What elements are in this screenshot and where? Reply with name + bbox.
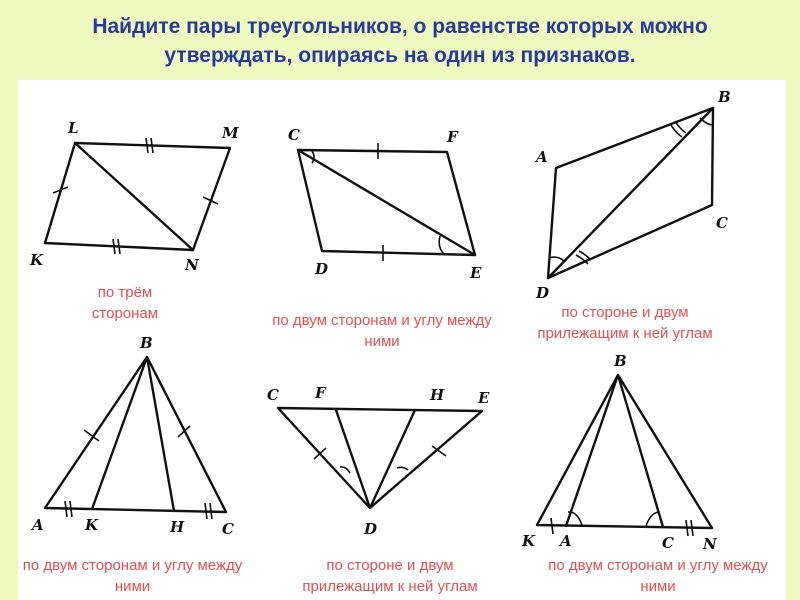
f1-point-label: M xyxy=(222,124,239,142)
figure-4 xyxy=(30,334,234,538)
f5-triangle xyxy=(278,408,482,508)
f5-angle-f xyxy=(340,467,350,473)
f4-point-label: A xyxy=(32,516,44,534)
title-line-1: Найдите пары треугольников, о равенстве которых можно xyxy=(92,15,708,38)
f1-parallelogram xyxy=(45,143,230,250)
caption-figure-1 xyxy=(60,282,190,324)
f3-point-label: A xyxy=(536,148,548,166)
f2-point-label: E xyxy=(470,264,482,282)
caption-line: по трём xyxy=(97,284,153,301)
f5-angle-h xyxy=(397,467,408,470)
f2-diagonal xyxy=(298,150,475,255)
f3-diagonal xyxy=(548,108,713,278)
f2-angle-e xyxy=(439,236,445,255)
caption-line: сторонам xyxy=(91,305,159,322)
f6-point-label: N xyxy=(703,535,717,553)
caption-figure-3 xyxy=(500,302,750,344)
caption-line: ними xyxy=(640,578,676,595)
f4-triangle xyxy=(45,357,226,512)
f6-tick-ka xyxy=(551,518,553,534)
f3-point-label: B xyxy=(718,88,731,106)
figure-5 xyxy=(267,384,490,538)
figure-6 xyxy=(521,352,718,553)
f6-point-label: K xyxy=(522,532,536,550)
f6-point-label: A xyxy=(560,532,572,550)
caption-line: по двум сторонам и углу между xyxy=(272,312,492,329)
figure-2 xyxy=(288,126,482,282)
f2-point-label: D xyxy=(315,260,329,278)
title-line-2: утверждать, опираясь на один из признаков. xyxy=(164,44,636,67)
figure-3 xyxy=(534,88,731,302)
caption-figure-6 xyxy=(518,555,798,597)
caption-line: по стороне и двум xyxy=(326,557,454,574)
f6-angle-c xyxy=(646,512,658,526)
f5-point-label: F xyxy=(315,384,326,402)
f3-point-label: D xyxy=(536,284,550,302)
f4-point-label: H xyxy=(170,518,185,536)
caption-line: ними xyxy=(364,333,400,350)
caption-line: по стороне и двум xyxy=(561,304,689,321)
f4-point-label: K xyxy=(85,516,99,534)
caption-line: по двум сторонам и углу между xyxy=(22,557,243,574)
f1-point-label: N xyxy=(185,256,199,274)
f1-point-label: K xyxy=(30,251,44,269)
caption-figure-4 xyxy=(0,555,265,597)
f6-point-label: C xyxy=(662,534,674,552)
f6-cevians xyxy=(566,375,663,527)
f3-angle-b2 xyxy=(700,118,712,125)
f5-cevians xyxy=(336,410,415,508)
f1-diagonal xyxy=(75,143,193,250)
caption-line: прилежащим к ней углам xyxy=(537,325,713,342)
f4-cevians xyxy=(92,357,174,511)
f2-point-label: F xyxy=(447,128,458,146)
f5-point-label: D xyxy=(364,520,378,538)
f3-point-label: C xyxy=(716,214,728,232)
f5-point-label: E xyxy=(478,389,490,407)
caption-line: ними xyxy=(114,578,151,595)
figure-1 xyxy=(29,119,239,274)
f5-point-label: C xyxy=(267,386,279,404)
f2-angle-c xyxy=(312,151,314,163)
f1-point-label: L xyxy=(68,119,79,137)
caption-line: по двум сторонам и углу между xyxy=(548,557,768,574)
caption-figure-2 xyxy=(236,310,528,352)
f4-point-label: C xyxy=(222,520,234,538)
caption-line: прилежащим к ней углам xyxy=(302,578,478,595)
f4-point-label: B xyxy=(140,334,153,352)
f5-point-label: H xyxy=(430,386,445,404)
f6-point-label: B xyxy=(614,352,627,370)
caption-figure-5 xyxy=(270,555,510,597)
f2-point-label: C xyxy=(288,126,300,144)
